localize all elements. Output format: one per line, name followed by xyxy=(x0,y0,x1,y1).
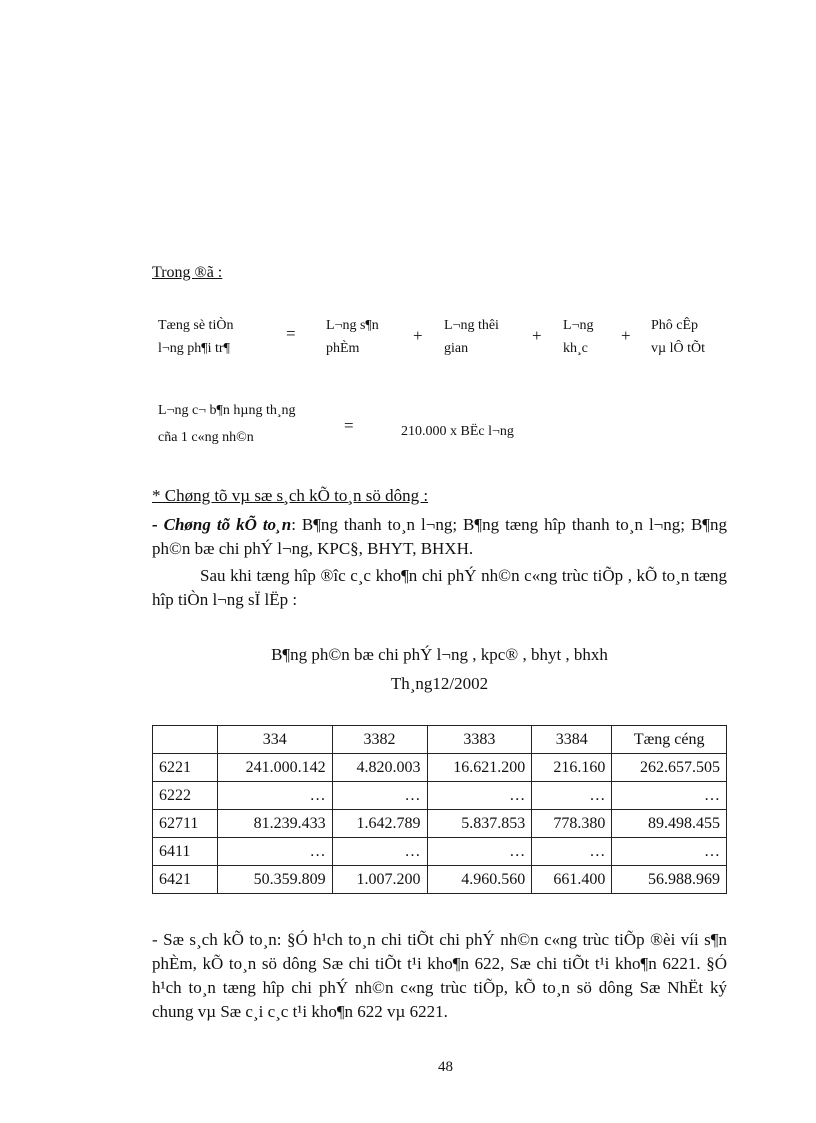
formula1-term1-line2: l¬ng ph¶i tr¶ xyxy=(158,341,230,356)
table-cell: 241.000.142 xyxy=(218,754,333,782)
paragraph-summary: Sau khi tæng hîp ®îc c¸c kho¶n chi phÝ nh©n c«ng trùc tiÕp , kÕ to¸n tæng hîp tiÒn l¬ng sÏ lËp : xyxy=(152,566,727,609)
table-cell: 1.642.789 xyxy=(332,810,427,838)
table-title: B¶ng ph©n bæ chi phÝ l¬ng , kpc® , bhyt , bhxh xyxy=(271,645,608,664)
table-cell: 5.837.853 xyxy=(427,810,532,838)
table-cell: 89.498.455 xyxy=(612,810,727,838)
table-cell: … xyxy=(612,782,727,810)
formula1-term2-line2: phÈm xyxy=(326,341,360,356)
table-cell: 262.657.505 xyxy=(612,754,727,782)
formula1-other-salary xyxy=(563,314,593,360)
table-cell: … xyxy=(218,838,333,866)
table-cell: 6221 xyxy=(153,754,218,782)
allocation-table xyxy=(152,725,727,894)
table-subtitle: Th¸ng12/2002 xyxy=(390,674,489,693)
formula1-total-salary xyxy=(158,314,233,360)
paragraph-documents-lead: - Chøng tõ kÕ to¸n xyxy=(152,515,292,534)
table-cell: 6222 xyxy=(153,782,218,810)
table-cell: … xyxy=(332,782,427,810)
formula1-allowance xyxy=(651,314,705,360)
formula1-product-salary xyxy=(326,314,379,360)
table-cell: … xyxy=(332,838,427,866)
header-cell-3382: 3382 xyxy=(332,726,427,754)
formula1-term4-line1: L¬ng xyxy=(563,318,594,333)
table-cell: 4.960.560 xyxy=(427,866,532,894)
section-heading: * Chøng tõ vµ sæ s¸ch kÕ to¸n sö dông : xyxy=(152,486,429,505)
paragraph-ledgers: - Sæ s¸ch kÕ to¸n: §Ó h¹ch to¸n chi tiÕt chi phÝ nh©n c«ng trùc tiÕp ®èi víi s¶n phÈm, kÕ to¸n sö dông Sæ chi tiÕt t¹i kho¶n 622, Sæ chi tiÕt t¹i kho¶n 6221. §Ó h¹ch to¸n tæng hîp chi phÝ nh©n c«ng trùc tiÕp, kÕ to¸n sö dông Sæ NhËt ký chung vµ Sæ c¸i c¸c t¹i kho¶n 622 vµ 6221. xyxy=(152,930,727,1021)
formula1-term2-line1: L¬ng s¶n xyxy=(326,318,379,333)
formula2-term1-line2: cña 1 c«ng nh©n xyxy=(158,430,254,445)
table-cell: 778.380 xyxy=(532,810,612,838)
table-cell: 50.359.809 xyxy=(218,866,333,894)
formula1-term3-line2: gian xyxy=(444,341,469,356)
formula2-base-salary xyxy=(158,397,296,451)
table-header-row xyxy=(153,726,727,754)
intro-label: Trong ®ã : xyxy=(152,264,223,281)
table-cell: … xyxy=(532,782,612,810)
formula1-equals: = xyxy=(286,324,296,343)
table-cell: … xyxy=(427,838,532,866)
table-cell: … xyxy=(218,782,333,810)
formula1-term5-line1: Phô cÊp xyxy=(651,318,699,333)
header-cell-3383: 3383 xyxy=(427,726,532,754)
header-cell-total: Tæng céng xyxy=(612,726,727,754)
table-cell: 6411 xyxy=(153,838,218,866)
table-row xyxy=(153,754,727,782)
table-cell: 661.400 xyxy=(532,866,612,894)
formula1-time-salary xyxy=(444,314,499,360)
table-cell: … xyxy=(427,782,532,810)
table-cell: 62711 xyxy=(153,810,218,838)
table-cell: 6421 xyxy=(153,866,218,894)
table-cell: 4.820.003 xyxy=(332,754,427,782)
table-cell: … xyxy=(532,838,612,866)
header-cell-blank xyxy=(153,726,218,754)
table-cell: 81.239.433 xyxy=(218,810,333,838)
header-cell-3384: 3384 xyxy=(532,726,612,754)
table-cell: 1.007.200 xyxy=(332,866,427,894)
paragraph-documents-text: : B¶ng thanh to¸n l¬ng; B¶ng tæng hîp thanh to¸n l¬ng; B¶ng ph©n bæ chi phÝ l¬ng, KPC§, BHYT, BHXH. xyxy=(152,515,728,558)
formula2-equals: = xyxy=(344,416,354,435)
table-row xyxy=(153,810,727,838)
table-cell: … xyxy=(612,838,727,866)
formula1-term3-line1: L¬ng thêi xyxy=(444,318,499,333)
formula1-plus-3: + xyxy=(621,326,631,345)
table-cell: 56.988.969 xyxy=(612,866,727,894)
page-number: 48 xyxy=(438,1059,453,1075)
table-cell: 216.160 xyxy=(532,754,612,782)
formula1-term4-line2: kh¸c xyxy=(563,341,588,356)
paragraph-documents xyxy=(152,513,727,561)
table-row xyxy=(153,782,727,810)
formula1-plus-2: + xyxy=(532,326,542,345)
formula1-plus-1: + xyxy=(413,326,423,345)
table-cell: 16.621.200 xyxy=(427,754,532,782)
table-row xyxy=(153,838,727,866)
formula1-term1-line1: Tæng sè tiÒn xyxy=(158,318,234,333)
header-cell-334: 334 xyxy=(218,726,333,754)
formula2-term1-line1: L¬ng c¬ b¶n hµng th¸ng xyxy=(158,403,296,418)
formula1-term5-line2: vµ lÔ tÕt xyxy=(651,341,705,356)
formula2-rhs: 210.000 x BËc l¬ng xyxy=(401,424,514,439)
table-row xyxy=(153,866,727,894)
